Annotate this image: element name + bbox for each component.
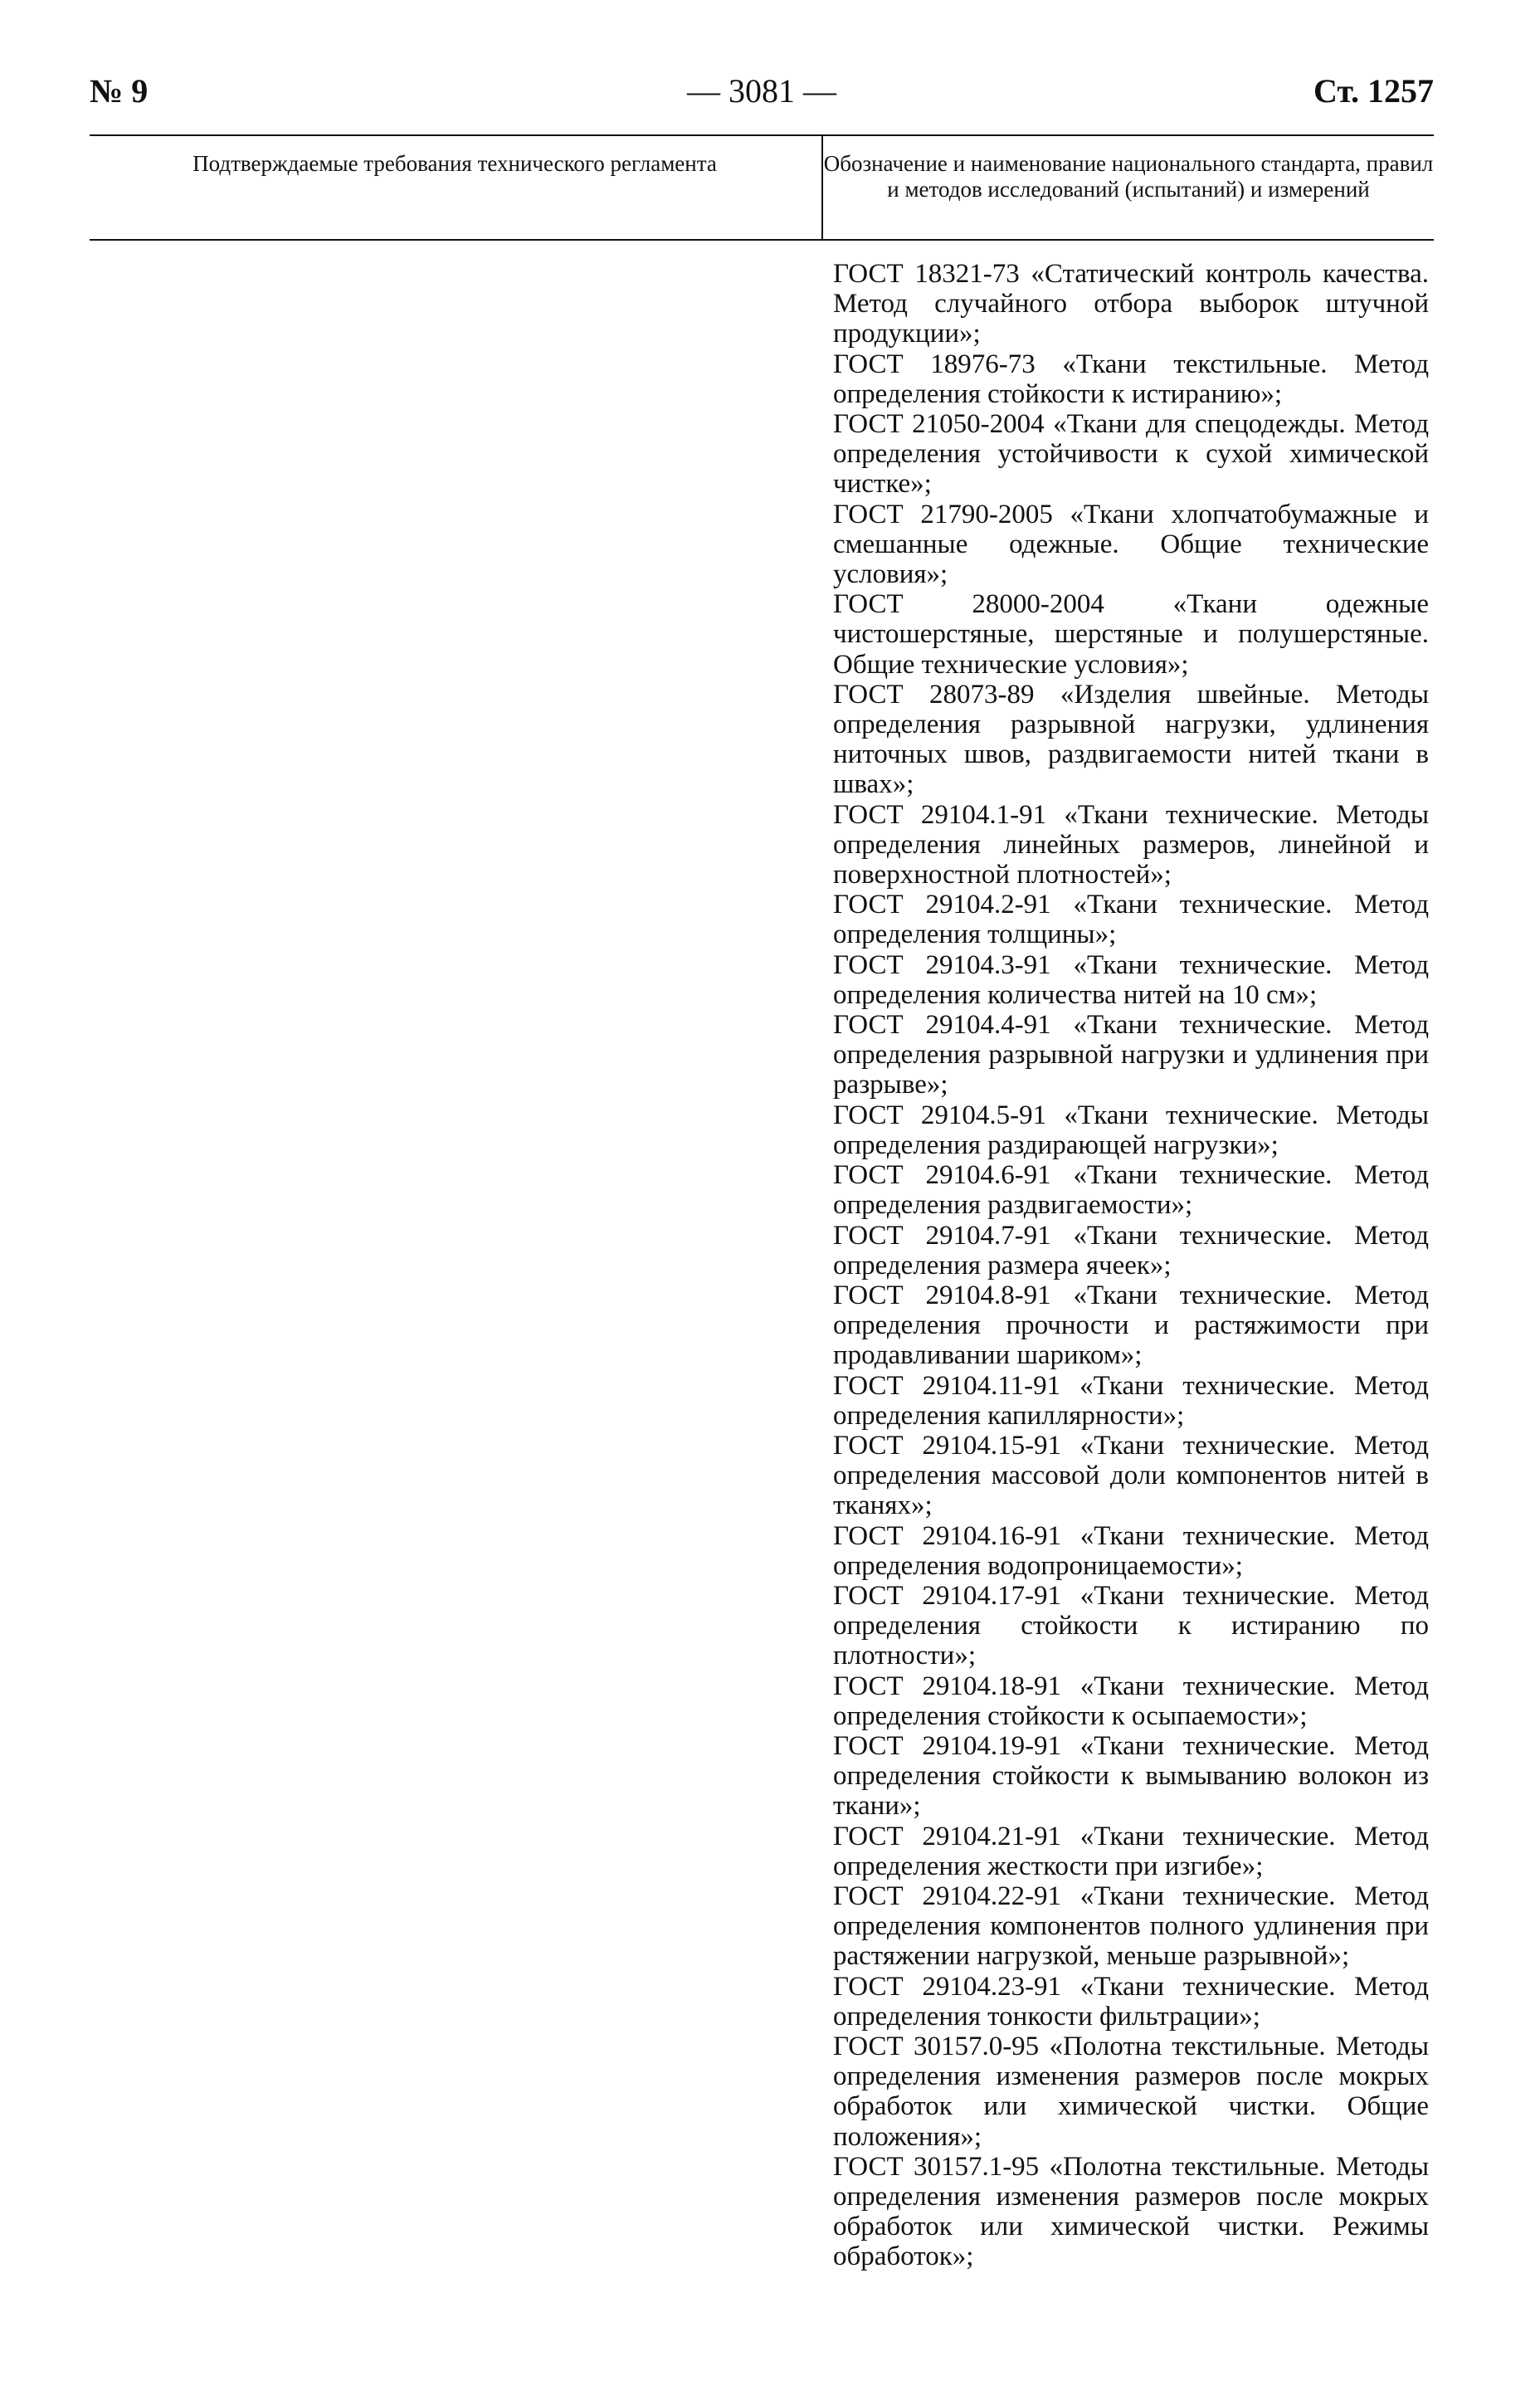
standard-entry: ГОСТ 30157.1-95 «Полотна текстильные. Методы определения изменения размеров после мокрых обработок или химической чистки. Режимы обработок»; [833,2151,1429,2272]
standard-entry: ГОСТ 21790-2005 «Ткани хлопчатобумажные и смешанные одежные. Общие технические условия»; [833,499,1429,590]
standard-entry: ГОСТ 29104.19-91 «Ткани технические. Метод определения стойкости к вымыванию волокон из ткани»; [833,1730,1429,1822]
standard-entry: ГОСТ 29104.15-91 «Ткани технические. Метод определения массовой доли компонентов нитей в тканях»; [833,1430,1429,1521]
standard-entry: ГОСТ 29104.7-91 «Ткани технические. Метод определения размера ячеек»; [833,1220,1429,1280]
standard-entry: ГОСТ 29104.17-91 «Ткани технические. Метод определения стойкости к истиранию по плотности»; [833,1580,1429,1671]
standard-entry: ГОСТ 29104.8-91 «Ткани технические. Метод определения прочности и растяжимости при продавливании шариком»; [833,1280,1429,1371]
standard-entry: ГОСТ 28073-89 «Изделия швейные. Методы определения разрывной нагрузки, удлинения ниточных швов, раздвигаемости нитей ткани в швах»; [833,679,1429,800]
standard-entry: ГОСТ 28000-2004 «Ткани одежные чистошерстяные, шерстяные и полушерстяные. Общие технические условия»; [833,589,1429,680]
table-header [90,134,1434,241]
column-header-requirements: Подтверждаемые требования технического регламента [192,151,717,176]
standard-entry: ГОСТ 18321-73 «Статический контроль качества. Метод случайного отбора выборок штучной продукции»; [833,259,1429,349]
standard-entry: ГОСТ 29104.6-91 «Ткани технические. Метод определения раздвигаемости»; [833,1160,1429,1221]
standard-entry: ГОСТ 29104.11-91 «Ткани технические. Метод определения капиллярности»; [833,1370,1429,1431]
standard-entry: ГОСТ 30157.0-95 «Полотна текстильные. Методы определения изменения размеров после мокрых обработок или химической чистки. Общие положения»; [833,2031,1429,2152]
page-header [90,71,1434,121]
standard-entry: ГОСТ 29104.18-91 «Ткани технические. Метод определения стойкости к осыпаемости»; [833,1671,1429,1731]
standard-entry: ГОСТ 29104.3-91 «Ткани технические. Метод определения количества нитей на 10 см»; [833,949,1429,1010]
standard-entry: ГОСТ 29104.23-91 «Ткани технические. Метод определения тонкости фильтрации»; [833,1971,1429,2032]
standard-entry: ГОСТ 29104.2-91 «Ткани технические. Метод определения толщины»; [833,890,1429,950]
standards-list [833,259,1429,2272]
standard-entry: ГОСТ 29104.21-91 «Ткани технические. Метод определения жесткости при изгибе»; [833,1821,1429,1881]
standard-entry: ГОСТ 29104.16-91 «Ткани технические. Метод определения водопроницаемости»; [833,1520,1429,1581]
page-number: — 3081 — [687,72,836,110]
standard-entry: ГОСТ 29104.5-91 «Ткани технические. Методы определения раздирающей нагрузки»; [833,1100,1429,1160]
column-header-standards: Обозначение и наименование национального стандарта, правил и методов исследований (испытаний) и измерений [823,151,1434,202]
standard-entry: ГОСТ 29104.4-91 «Ткани технические. Метод определения разрывной нагрузки и удлинения при разрыве»; [833,1010,1429,1100]
article-number: Ст. 1257 [1313,72,1434,110]
standard-entry: ГОСТ 29104.22-91 «Ткани технические. Метод определения компонентов полного удлинения при растяжении нагрузкой, меньше разрывной»; [833,1880,1429,1972]
standard-entry: ГОСТ 29104.1-91 «Ткани технические. Методы определения линейных размеров, линейной и поверхностной плотностей»; [833,799,1429,890]
issue-number: № 9 [90,72,149,110]
standard-entry: ГОСТ 18976-73 «Ткани текстильные. Метод определения стойкости к истиранию»; [833,349,1429,409]
standard-entry: ГОСТ 21050-2004 «Ткани для спецодежды. Метод определения устойчивости к сухой химической чистке»; [833,409,1429,500]
